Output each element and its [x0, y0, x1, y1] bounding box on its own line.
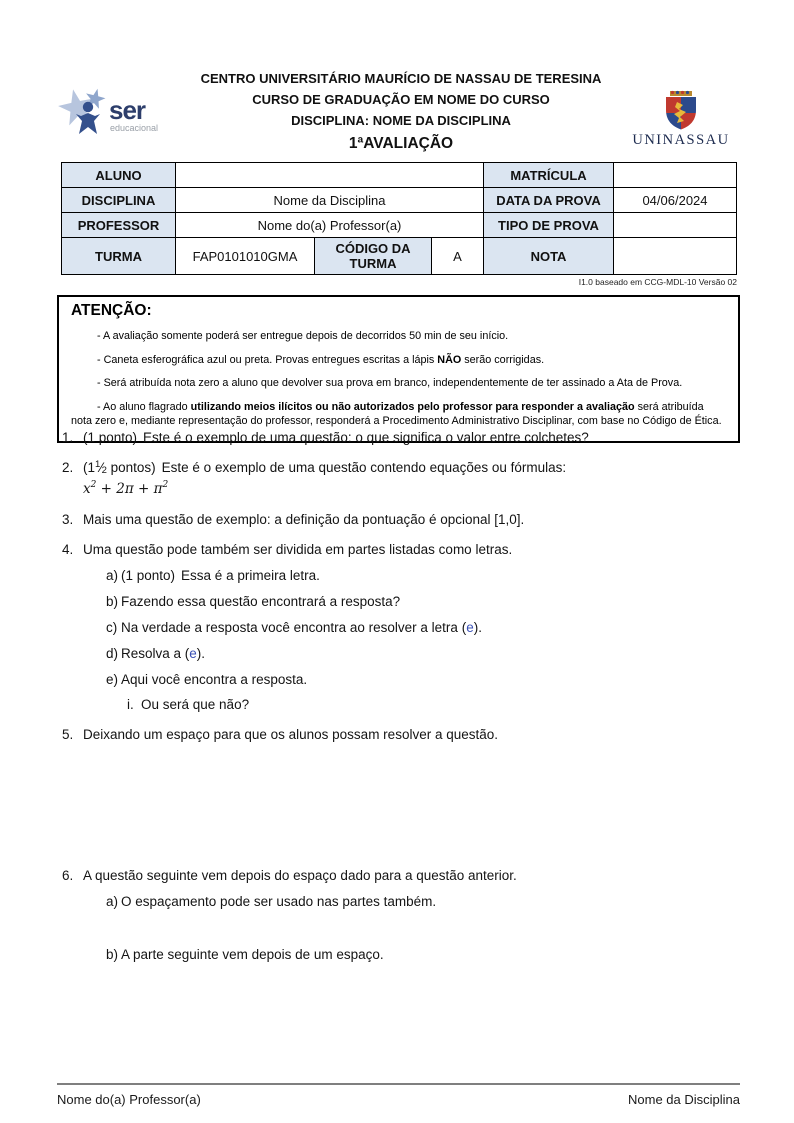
- institution-name: CENTRO UNIVERSITÁRIO MAURÍCIO DE NASSAU DE TERESINA: [200, 71, 602, 86]
- attention-title: ATENÇÃO:: [71, 302, 152, 319]
- page-footer: [57, 1083, 740, 1107]
- attention-item-4-text: - Ao aluno flagrado: [97, 400, 191, 413]
- uninassau-shield-icon: [666, 97, 696, 131]
- turma-label: TURMA: [62, 238, 176, 275]
- document-header: [57, 68, 737, 157]
- matricula-value-cell: [614, 163, 737, 188]
- question-1: [62, 428, 740, 447]
- ser-star-figure-icon: [57, 86, 107, 134]
- subitem-marker: c): [106, 620, 118, 635]
- question-4-item-e-i: [127, 695, 740, 714]
- question-number: 2.: [62, 460, 74, 475]
- question-text: Mais uma questão de exemplo: a definição da pontuação é opcional [1,0].: [83, 512, 525, 527]
- footer-discipline-name: Nome da Disciplina: [628, 1092, 740, 1107]
- exam-title: 1ªAVALIAÇÃO: [348, 135, 454, 152]
- subitem-text: Essa é a primeira letra.: [181, 568, 320, 583]
- formula-exponent: 2: [90, 480, 97, 490]
- fraction-slash: ⁄: [100, 460, 102, 475]
- subitem-points: (1 ponto): [121, 568, 176, 583]
- fraction-numerator: 1: [95, 459, 101, 470]
- tipo-prova-value-cell: [614, 213, 737, 238]
- aluno-value-cell: [176, 163, 484, 188]
- disciplina-value-cell: Nome da Disciplina: [176, 188, 484, 213]
- table-row: [62, 213, 737, 238]
- course-name: CURSO DE GRADUAÇÃO EM NOME DO CURSO: [252, 92, 550, 107]
- question-2: [62, 458, 740, 499]
- subitem-text: Fazendo essa questão encontrará a resposta?: [121, 594, 401, 609]
- subitem-text: Resolva a (: [121, 646, 190, 661]
- version-note: I1.0 baseado em CCG-MDL-10 Versão 02: [578, 277, 737, 287]
- question-number: 6.: [62, 868, 74, 883]
- data-prova-value-cell: 04/06/2024: [614, 188, 737, 213]
- attention-item-4-text-post: será atribuída nota zero e, mediante representação do professor, responderá a Procedimento Administrativo Disciplinar, com base no Código de Ética.: [71, 400, 722, 427]
- question-text: Deixando um espaço para que os alunos possam resolver a questão.: [83, 727, 498, 742]
- question-text: A questão seguinte vem depois do espaço dado para a questão anterior.: [83, 868, 517, 883]
- attention-item-1: - A avaliação somente poderá ser entregue depois de decorridos 50 min de seu início.: [97, 330, 509, 342]
- aluno-label: ALUNO: [62, 163, 176, 188]
- uninassau-logo: [625, 68, 737, 153]
- question-6: [62, 866, 740, 964]
- subitem-text: Na verdade a resposta você encontra ao resolver a letra (: [121, 620, 467, 635]
- matricula-label: MATRÍCULA: [484, 163, 614, 188]
- attention-item-4: [71, 400, 726, 429]
- question-4: [62, 540, 740, 714]
- points-open: (1: [83, 460, 96, 475]
- attention-item-2-text-post: serão corrigidas.: [461, 353, 545, 366]
- question-3: [62, 510, 740, 529]
- subitem-marker: e): [106, 672, 119, 687]
- reference-link-e[interactable]: e: [189, 646, 197, 661]
- fraction-denominator: 2: [101, 465, 107, 476]
- subitem-text: Aqui você encontra a resposta.: [121, 672, 308, 687]
- attention-item-2-bold: NÃO: [437, 353, 462, 366]
- question-4-item-c: [106, 618, 740, 637]
- question-number: 4.: [62, 542, 74, 557]
- question-points: [83, 460, 156, 475]
- subitem-text-post: ).: [196, 646, 206, 661]
- ser-wordmark: ser: [109, 95, 146, 125]
- question-number: 3.: [62, 512, 74, 527]
- question-5: [62, 725, 740, 744]
- subitem-marker: b): [106, 947, 119, 962]
- subitem-marker: b): [106, 594, 119, 609]
- question-6-item-a: [106, 892, 740, 911]
- questions-list: [62, 428, 740, 975]
- question-text: Este é o exemplo de uma questão contendo equações ou fórmulas:: [161, 460, 567, 475]
- table-row: [62, 238, 737, 275]
- formula-exponent: 2: [162, 480, 169, 490]
- question-4-item-e: [106, 670, 740, 714]
- turma-value-cell: FAP0101010GMA: [176, 238, 315, 275]
- math-formula: [83, 480, 740, 499]
- data-prova-label: DATA DA PROVA: [484, 188, 614, 213]
- question-text: Este é o exemplo de uma questão: o que significa o valor entre colchetes?: [143, 430, 589, 445]
- disciplina-label: DISCIPLINA: [62, 188, 176, 213]
- table-row: [62, 163, 737, 188]
- professor-value-cell: Nome do(a) Professor(a): [176, 213, 484, 238]
- nota-value-cell: [614, 238, 737, 275]
- header-titles: [177, 68, 625, 157]
- subitem-text-post: ).: [473, 620, 482, 635]
- question-number: 1.: [62, 430, 74, 445]
- table-row: [62, 188, 737, 213]
- subitem-marker: a): [106, 894, 119, 909]
- subsubitem-marker: i.: [127, 697, 134, 712]
- ser-educacional-logo: [57, 68, 177, 149]
- uninassau-wordmark: UNINASSAU: [632, 132, 730, 148]
- formula-base: x: [83, 481, 91, 497]
- points-close: pontos): [106, 460, 156, 475]
- attention-box: [57, 295, 740, 443]
- exam-info-table: [61, 162, 737, 275]
- attention-item-3: - Será atribuída nota zero a aluno que devolver sua prova em branco, independentemente de ter assinado a Ata de Prova.: [97, 377, 683, 389]
- subitem-marker: a): [106, 568, 119, 583]
- attention-item-4-bold: utilizando meios ilícitos ou não autorizados pelo professor para responder a avaliação: [190, 400, 635, 413]
- uninassau-logo-graphic: [627, 88, 735, 148]
- attention-item-2: [71, 353, 726, 368]
- question-number: 5.: [62, 727, 74, 742]
- nota-label: NOTA: [484, 238, 614, 275]
- discipline-name: DISCIPLINA: NOME DA DISCIPLINA: [291, 113, 511, 128]
- uninassau-crown-icon: [670, 91, 692, 96]
- codigo-turma-value-cell: A: [432, 238, 484, 275]
- professor-label: PROFESSOR: [62, 213, 176, 238]
- question-4-item-a: [106, 566, 740, 585]
- question-6-item-b: [106, 945, 740, 964]
- ser-subtext: educacional: [110, 123, 159, 133]
- subitem-marker: d): [106, 646, 119, 661]
- ser-educacional-logo-graphic: [57, 86, 177, 144]
- question-points: (1 ponto): [83, 430, 138, 445]
- subsubitem-text: Ou será que não?: [141, 697, 250, 712]
- question-4-item-d: [106, 644, 740, 663]
- footer-professor-name: Nome do(a) Professor(a): [57, 1092, 201, 1107]
- formula-middle: + 2π + π: [96, 481, 163, 497]
- subitem-text: A parte seguinte vem depois de um espaço.: [121, 947, 384, 962]
- reference-link-e[interactable]: e: [466, 620, 474, 635]
- codigo-turma-label: CÓDIGO DA TURMA: [315, 238, 432, 275]
- subitem-text: O espaçamento pode ser usado nas partes também.: [121, 894, 437, 909]
- attention-item-2-text: - Caneta esferográfica azul ou preta. Provas entregues escritas a lápis: [97, 353, 438, 366]
- question-4-item-b: [106, 592, 740, 611]
- tipo-prova-label: TIPO DE PROVA: [484, 213, 614, 238]
- question-text: Uma questão pode também ser dividida em partes listadas como letras.: [83, 542, 513, 557]
